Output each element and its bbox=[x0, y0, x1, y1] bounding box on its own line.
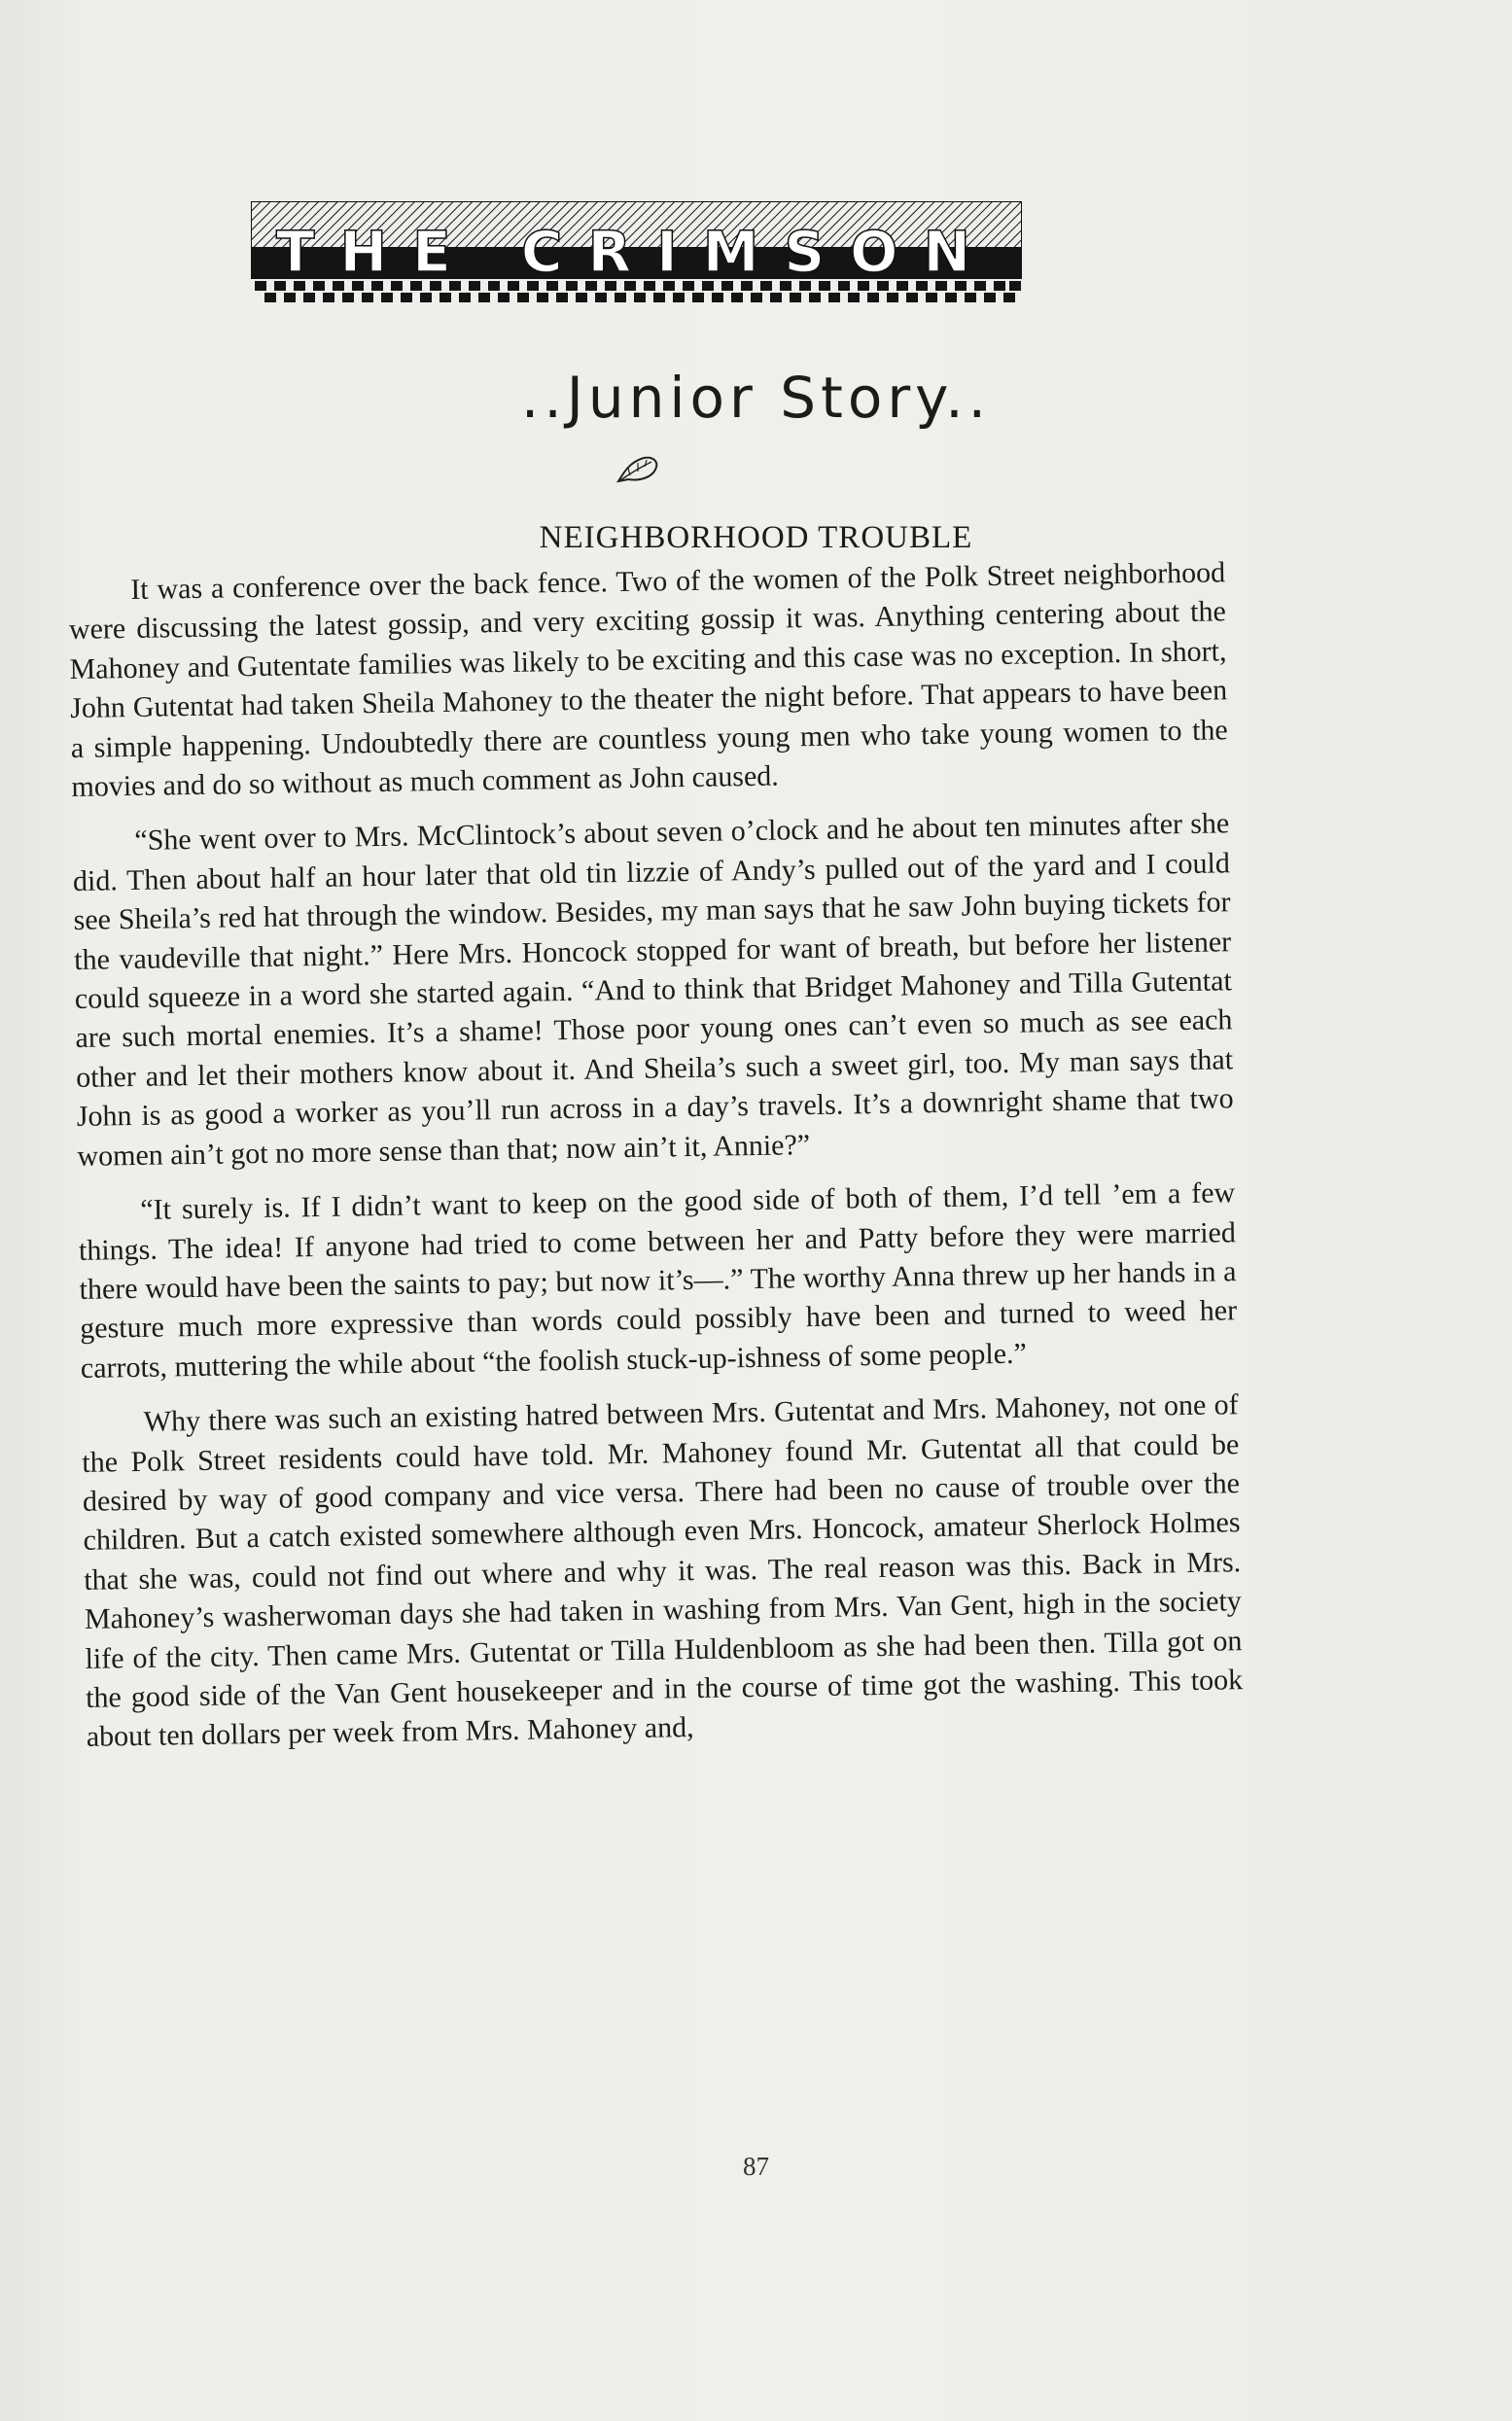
masthead-text: THE CRIMSON bbox=[275, 219, 997, 285]
story-body bbox=[68, 553, 1244, 1772]
paragraph: It was a conference over the back fence. Two of the women of the Polk Street neighborhood were discussing the latest gossip, and very exciting gossip it was. Anything centering about the Mahoney and Gutentate families was likely to be exciting and this case was no exception. In short, John Gutentat had taken Sheila Mahoney to the theater the night before. That appears to have been a simple happening. Undoubtedly there are countless young men who take young women to the movies and do so without as much comment as John caused. bbox=[68, 556, 1228, 804]
leaf-ornament-icon bbox=[615, 454, 661, 485]
story-title: NEIGHBORHOOD TROUBLE bbox=[539, 520, 973, 555]
paragraph: “It surely is. If I didn’t want to keep on the good side of both of them, I’d tell ’em a few things. The idea! If anyone had tried to come between her and Patty before they were married there would have been the saints to pay; but now it’s—.” The worthy Anna threw up her hands in a gesture much more expressive than words could possibly have been and turned to weed her carrots, muttering the while about “the foolish stuck-up-ishness of some people.” bbox=[78, 1176, 1238, 1385]
section-title: ..Junior Story.. bbox=[520, 365, 992, 431]
page-number: 87 bbox=[743, 2152, 769, 2181]
paragraph: “She went over to Mrs. McClintock’s about seven o’clock and he about ten minutes after she did. Then about half an hour later that old tin lizzie of Andy’s pulled out of the yard and I could see Sheila’s red hat through the window. Besides, my man says that he saw John buying tickets for the vaudeville that night.” Here Mrs. Honcock stopped for want of breath, but before her listener could squeeze in a word she started again. “And to think that Bridget Mahoney and Tilla Gutentat are such mortal enemies. It’s a shame! Those poor young ones can’t even so much as see each other and let their mothers know about it. And Sheila’s such a sweet girl, too. My man says that John is as good a worker as you’ll run across in a day’s travels. It’s a downright shame that two women ain’t got no more sense than that; now ain’t it, Annie?” bbox=[72, 807, 1234, 1173]
masthead-banner bbox=[251, 201, 1022, 303]
paragraph: Why there was such an existing hatred between Mrs. Gutentat and Mrs. Mahoney, not one of the Polk Street residents could have told. Mr. Mahoney found Mr. Gutentat all that could be desired by way of good company and vice versa. There had been no cause of trouble over the children. But a catch existed somewhere although even Mrs. Honcock, amateur Sherlock Holmes that she was, could not find out where and why it was. The real reason was this. Back in Mrs. Mahoney’s washerwoman days she had taken in washing from Mrs. Van Gent, high in the society life of the city. Then came Mrs. Gutentat or Tilla Huldenbloom as she had been then. Tilla got on the good side of the Van Gent housekeeper and in the course of time got the washing. This took about ten dollars per week from Mrs. Mahoney and, bbox=[82, 1388, 1244, 1754]
masthead-logo bbox=[251, 201, 1022, 303]
